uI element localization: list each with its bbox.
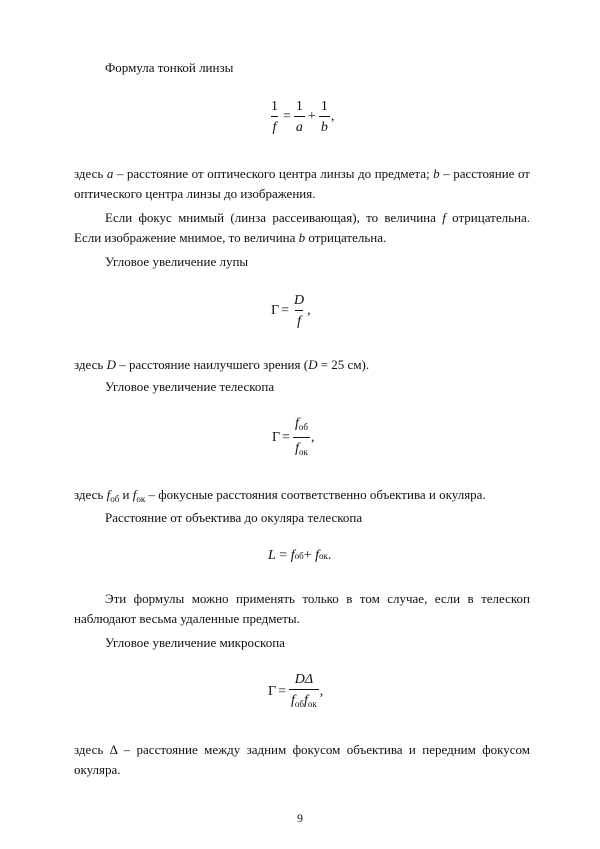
fraction-fob-over-fok: $\frac{f_{об}}{f_{ок}}$ (293, 415, 310, 461)
sign-rules-paragraph: Если фокус мнимый (линза рассеивающая), то величина f отрицательна. Если изображение мнимое, то величина b отрицательна. (74, 210, 530, 245)
magnifier-intro: Угловое увеличение лупы (105, 254, 249, 269)
page-number: 9 (297, 811, 303, 825)
microscope-formula: Г = $\frac{D\Delta}{f_{об}f_{ок}}$ , (268, 671, 323, 713)
telescope-length-formula: L = f об + f ок . (268, 548, 332, 563)
telescope-explanation: здесь $f_{об}$ и $f_{ок}$ – фокусные расстояния соответственно объектива и окуляра. (74, 487, 486, 504)
thin-lens-intro: Формула тонкой линзы (105, 60, 234, 75)
fraction-1-over-b: $\frac{1}{b}$ (320, 99, 328, 135)
remote-objects-note: Эти формулы можно применять только в том случае, если в телескоп наблюдают весьма удаленные предметы. (74, 591, 530, 626)
fraction-D-over-f: $\frac{D}{f}$ (294, 293, 305, 329)
thin-lens-formula: $\frac{1}{f}$ = $\frac{1}{a}$ + $\frac{1}{b}$ , (271, 99, 335, 135)
thin-lens-explanation: здесь a – расстояние от оптического центра линзы до предмета; b – расстояние от оптического центра линзы до изображения. (74, 166, 530, 201)
fraction-1-over-f: $\frac{1}{f}$ (271, 99, 278, 135)
microscope-explanation: здесь Δ – расстояние между задним фокусом объектива и передним фокусом окуляра. (74, 742, 530, 777)
magnifier-formula: Г = $\frac{D}{f}$ , (271, 293, 311, 329)
telescope-formula: Г = $\frac{f_{об}}{f_{ок}}$ , (272, 415, 314, 461)
microscope-intro: Угловое увеличение микроскопа (105, 635, 285, 650)
fraction-DDelta-over-fob-fok: $\frac{D\Delta}{f_{об}f_{ок}}$ (289, 671, 319, 713)
telescope-intro: Угловое увеличение телескопа (105, 379, 275, 394)
telescope-length-intro: Расстояние от объектива до окуляра телескопа (105, 510, 363, 525)
fraction-1-over-a: $\frac{1}{a}$ (295, 99, 303, 135)
magnifier-explanation: здесь D – расстояние наилучшего зрения (D = 25 см). (74, 357, 370, 372)
